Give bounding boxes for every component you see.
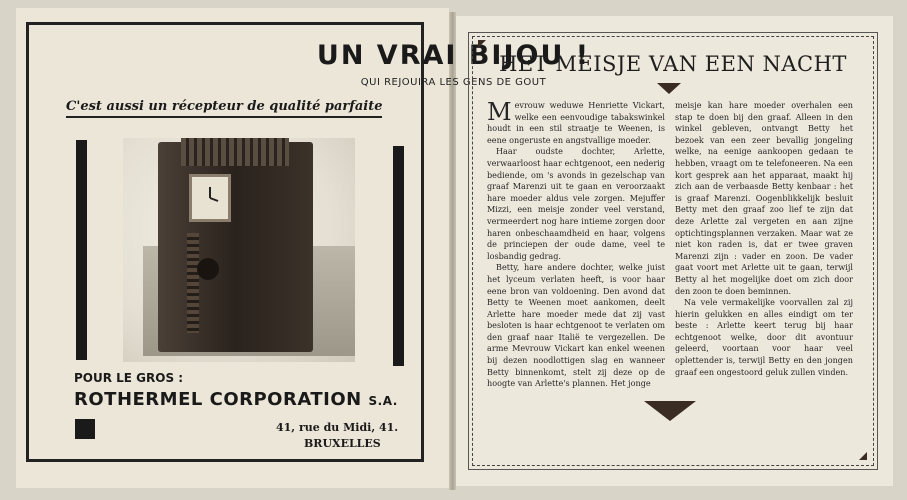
- story-paragraph: Na vele vermakelijke voorvallen zal zij hierin gelukken en alles eindigt om ter beste : Arlette keert terug bij haar echtgenoot welke, door dit avontuur geleerd, voortaan voor haar veel oplettender is, terwijl Betty en den jongen graaf een ongestoord geluk zullen vinden.: [675, 297, 853, 377]
- ad-pour-le-gros: POUR LE GROS :: [74, 371, 184, 385]
- ad-headline: UN VRAI BIJOU !: [316, 40, 591, 71]
- triangle-ornament-bottom: [644, 401, 696, 421]
- radio-fins: [187, 233, 199, 333]
- ad-address-line2: BRUXELLES: [304, 437, 381, 450]
- story-left-column: [487, 100, 665, 390]
- ad-company-name: ROTHERMEL CORPORATION: [74, 389, 362, 410]
- radio-clock-icon: [189, 174, 231, 222]
- radio-cabinet: [158, 142, 313, 352]
- story-paragraph: Mevrouw weduwe Henriette Vickart, welke een eenvoudige tabakswinkel houdt in een stil straatje te Weenen, is eene ongeruste en angstvallige moeder.: [487, 98, 665, 145]
- ad-left-bar: [76, 140, 87, 360]
- triangle-ornament-top: [657, 83, 681, 94]
- ad-tagline: C'est aussi un récepteur de qualité parfaite: [66, 99, 382, 118]
- ad-company-suffix: S.A.: [368, 394, 398, 408]
- ad-right-bar: [393, 146, 404, 366]
- radio-grille: [181, 138, 289, 166]
- story-paragraph: meisje kan hare moeder overhalen een stap te doen bij den graaf. Alleen in den winkel gebleven, ontvangt Betty het bezoek van een zeer bevallig jongeling welke, na eenige aankoopen gedaan te hebben, vraagt om te telefoneeren. Na een kort gesprek aan het apparaat, maakt hij zich aan de verbaasde Betty kenbaar : het is graaf Marenzi. Oogenblikkelijk besluit Betty met den graaf zoo lief te zijn dat deze Arlette zal vergeten en aan zijne optichtingsplannen verzaken. Maar wat ze niet kon raden is, dat er twee graven Marenzi zijn : vader en zoon. De vader gaat voort met Arlette uit te gaan, terwijl Betty al het mogelijke doet om zich door den zoon te doen beminnen.: [675, 100, 853, 296]
- story-title: HET MEISJE VAN EEN NACHT: [499, 52, 847, 76]
- ad-square-mark: [75, 419, 95, 439]
- radio-knob-icon: [197, 258, 219, 280]
- ad-company: [74, 389, 398, 410]
- story-paragraph: Haar oudste dochter, Arlette, verwaarloost haar echtgenoot, een nederig bediende, om 's avonds in gezelschap van graaf Marenzi uit te gaan en veroorzaakt hare moeder aldus vele zorgen. Mejuffer Mizzi, een meisje zonder veel verstand, vermeerdert nog hare intieme zorgen door haren onbeschaamdheid en haar, volgens de princiepen der oude dame, veel te losbandig gedrag.: [487, 146, 665, 261]
- story-paragraph: Betty, hare andere dochter, welke juist het lyceum verlaten heeft, is voor haar eene bron van voldoening. Den avond dat Betty te Weenen moet aankomen, deelt Arlette hare moeder mede dat zij vast besloten is haar echtgenoot te verlaten om den graaf naar Italië te vergezellen. De arme Mevrouw Vickart kan enkel weenen bij dezen noodlottigen slag en wanneer Betty binnenkomt, stelt zij deze op de hoogte van Arlette's plannen. Het jonge: [487, 262, 665, 389]
- corner-ornament-bottom-right: [859, 452, 867, 460]
- story-dropcap: M: [487, 98, 512, 126]
- corner-ornament-top-left: [478, 40, 486, 48]
- story-right-column: [675, 100, 853, 378]
- ad-address-line1: 41, rue du Midi, 41.: [276, 421, 399, 434]
- ad-subheadline: QUI REJOUIRA LES GENS DE GOUT: [360, 77, 547, 88]
- radio-photo: [123, 138, 355, 362]
